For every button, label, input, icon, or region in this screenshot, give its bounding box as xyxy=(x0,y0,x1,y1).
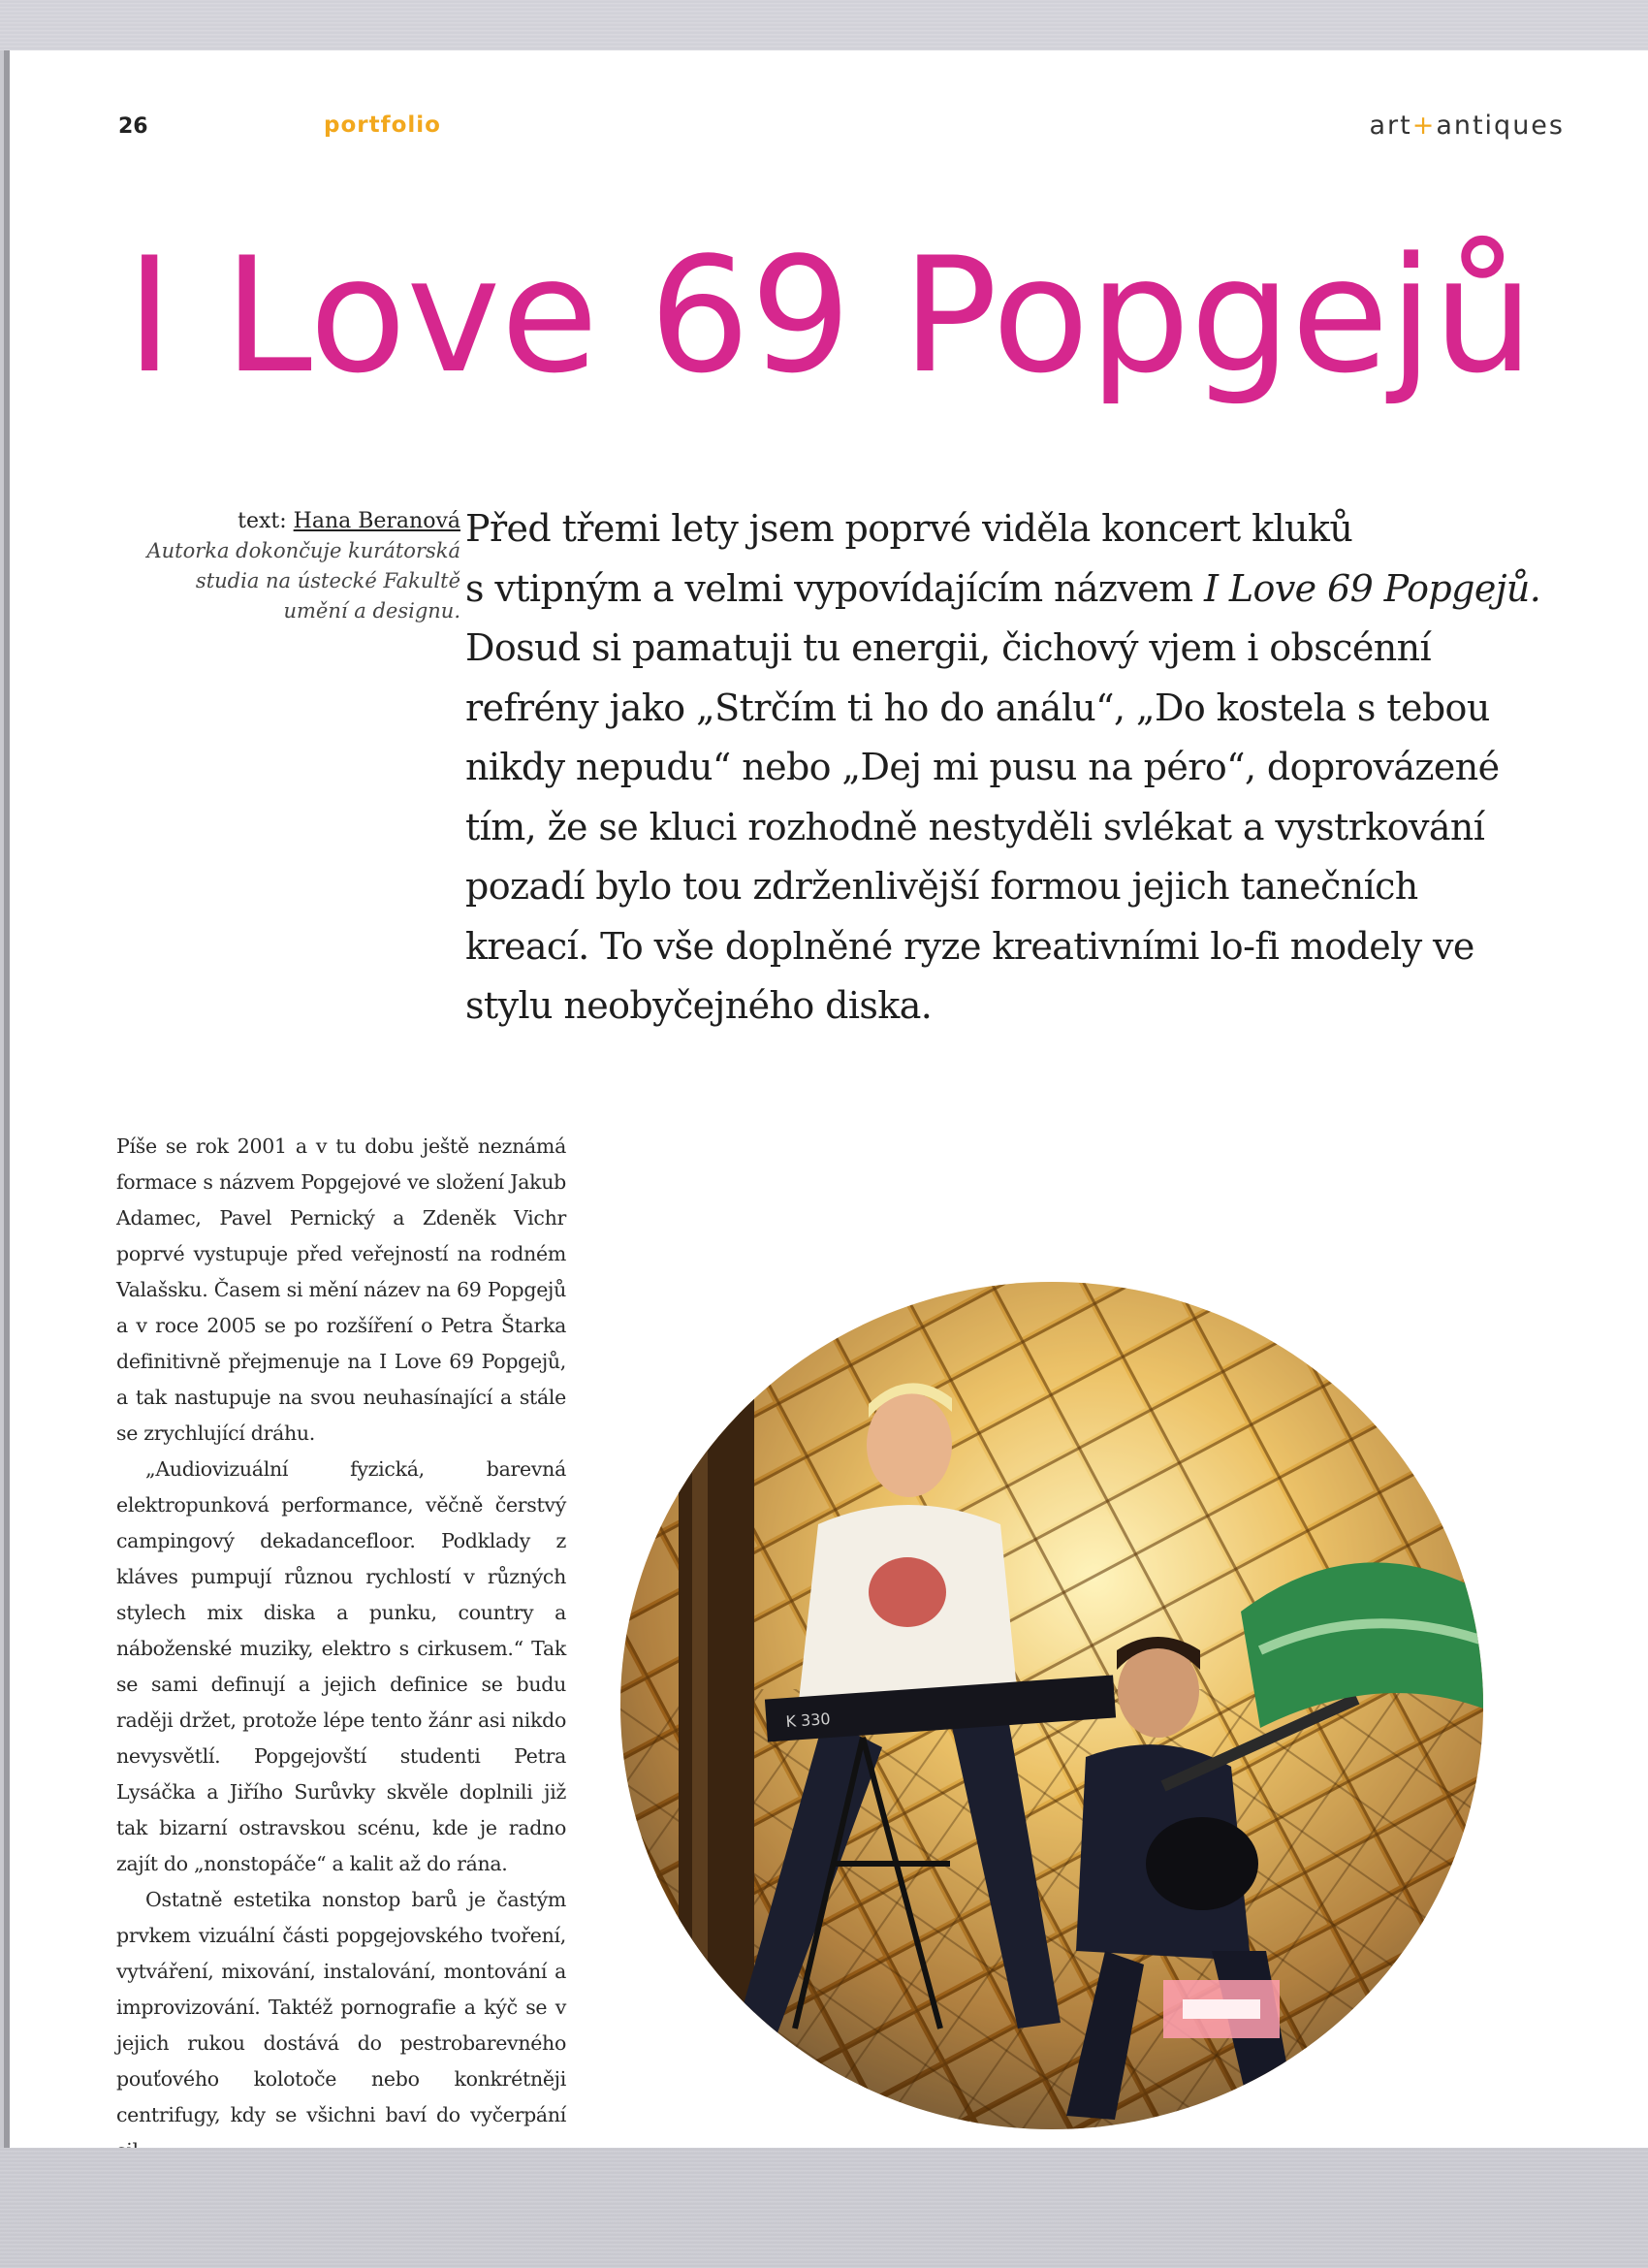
byline xyxy=(126,506,460,536)
lead-line: stylu neobyčejného diska. xyxy=(465,984,933,1027)
magazine-name xyxy=(1369,111,1565,141)
scan-border-bottom xyxy=(0,2148,1648,2268)
guitar xyxy=(1146,1817,1258,1910)
lead-band-name: I Love 69 Popgejů. xyxy=(1204,566,1541,610)
author-bio: Autorka dokončuje kurátorská studia na ústecké Fakultě umění a designu. xyxy=(146,539,460,623)
magazine-name-plus: + xyxy=(1411,111,1437,141)
body-paragraph: Píše se rok 2001 a v tu dobu ještě neznámá formace s názvem Popgejové ve složení Jakub Adamec, Pavel Pernický a Zdeněk Vichr poprvé vystupuje před veřejností na rodném Valašsku. Časem si mění název na 69 Popgejů a v roce 2005 se po rozšíření o Petra Štarka definitivně přejmenuje na I Love 69 Popgejů, a tak nastupuje na svou neuhasínající a stále se zrychlující dráhu. xyxy=(116,1134,566,1445)
page-number: 26 xyxy=(118,114,148,139)
lead-line: kreací. To vše doplněné ryze kreativními lo-fi modely ve xyxy=(465,924,1474,968)
body-paragraph: Ostatně estetika nonstop barů je častým prvkem vizuální části popgejovského tvoření, vytváření, mixování, instalování, montování a improvizování. Taktéž pornografie a kýč se v jejich rukou dostává do pestrobarevného pouťového kolotoče nebo konkrétněji centrifugy, kdy se všichni baví do vyčerpání xyxy=(116,1888,566,2126)
magazine-name-right: antiques xyxy=(1436,111,1565,141)
pillar xyxy=(679,1340,754,2129)
body-paragraph: „Audiovizuální fyzická, barevná elektropunková performance, věčně čerstvý campingový dekadancefloor. Podklady z kláves pumpují různou rychlostí v různých stylech mix diska a punku, country a náboženské muziky, elektro s cirkusem.“ Tak se sami definují a jejich definice se budu raději držet, protože lépe tento žánr asi nikdo nevysvětlí. Popgejovští studenti Petra Lysáčka a Jiřího Surůvky skvěle doplnili již tak bizarní ostravskou scénu, kde je radno zajít do „nonstopáče“ a kalit až do rána. xyxy=(116,1457,566,1875)
lead-line: nikdy nepudu“ nebo „Dej mi pusu na péro“, doprovázené xyxy=(465,746,1500,788)
body-text xyxy=(116,1129,566,2169)
article-title: I Love 69 Popgejů xyxy=(126,223,1535,408)
magazine-page xyxy=(4,50,1648,2148)
lead-line-text: s vtipným a velmi vypovídajícím názvem xyxy=(465,566,1205,610)
band-photo xyxy=(620,1282,1483,2129)
magazine-name-left: art xyxy=(1369,111,1412,141)
lead-line: Před třemi lety jsem poprvé viděla koncert kluků xyxy=(465,507,1353,550)
author-sidebar xyxy=(126,506,460,626)
lead-paragraph xyxy=(465,499,1600,1037)
scan-border-top xyxy=(0,0,1648,50)
lead-line: tím, že se kluci rozhodně nestyděli svlékat a vystrkování xyxy=(465,805,1485,848)
lead-line: pozadí bylo tou zdrženlivější formou jejich tanečních xyxy=(465,865,1418,908)
lead-line xyxy=(465,559,1600,620)
lead-line: Dosud si pamatuji tu energii, čichový vjem i obscénní xyxy=(465,626,1432,669)
section-label: portfolio xyxy=(324,112,441,138)
byline-label: text: xyxy=(238,509,294,533)
musician-head xyxy=(867,1392,952,1497)
lead-line: refrény jako „Strčím ti ho do análu“, „Do kostela s tebou xyxy=(465,686,1490,729)
keyboard-label: K 330 xyxy=(784,1709,832,1732)
author-name: Hana Beranová xyxy=(293,509,460,533)
